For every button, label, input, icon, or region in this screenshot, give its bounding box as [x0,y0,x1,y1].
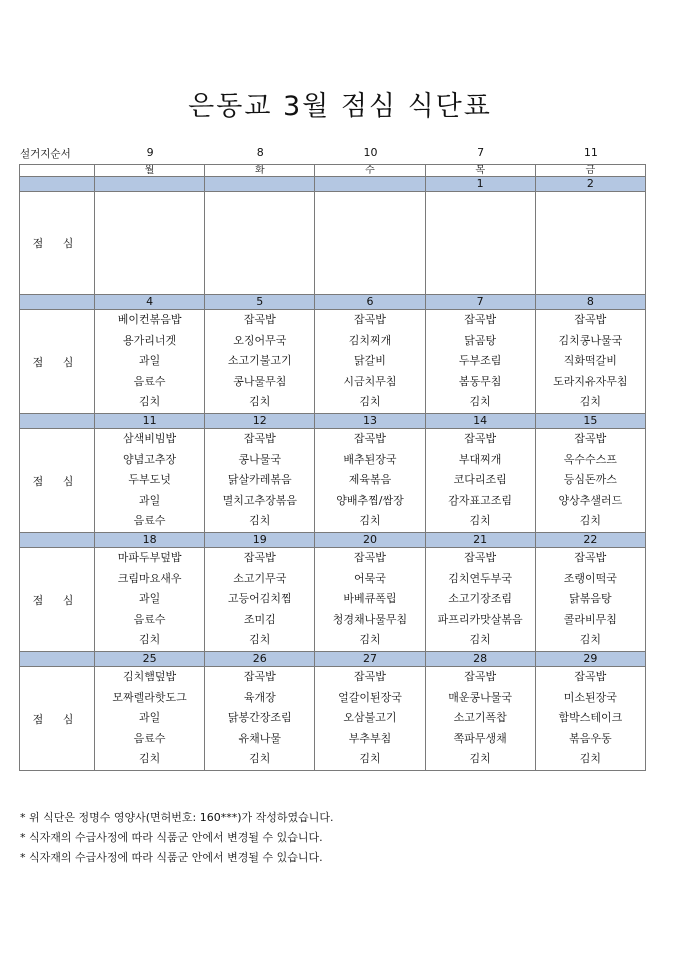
menu-item: 과일 [138,493,161,507]
menu-cell [535,310,645,414]
menu-item: 김치 [138,395,161,409]
weekday-cell: 금 [535,165,645,177]
menu-item: 두부조림 [458,354,502,368]
menu-item: 잡곡밥 [354,670,386,684]
menu-item: 김치찌개 [348,333,392,347]
date-row-label [20,414,95,429]
menu-item: 직화떡갈비 [563,354,617,368]
menu-item: 봄동무침 [458,374,502,388]
menu-cell [535,429,645,533]
menu-item: 마파두부덮밥 [117,551,182,565]
lunch-row [20,429,646,533]
menu-item: 과일 [138,592,161,606]
date-cell [95,177,205,192]
menu-item: 코다리조림 [453,473,507,487]
date-cell: 26 [205,652,315,667]
menu-item: 크림마요새우 [117,571,182,585]
date-cell [205,177,315,192]
header-corner-cell [20,165,95,177]
menu-item: 김치 [249,633,271,647]
meal-label: 점 심 [20,192,95,295]
menu-cell [315,192,425,295]
date-row-label [20,652,95,667]
menu-cell [315,429,425,533]
menu-cell [315,310,425,414]
lunch-row [20,548,646,652]
date-cell: 1 [425,177,535,192]
order-number: 10 [363,146,378,159]
order-number: 7 [477,146,485,159]
footnote: * 식자재의 수급사정에 따라 식품군 안에서 변경될 수 있습니다. [20,851,323,864]
menu-cell [95,192,205,295]
order-number: 8 [256,146,264,159]
menu-item: 음료수 [133,731,166,745]
menu-item: 김치 [138,752,161,766]
menu-item: 양배추찜/쌈장 [336,493,404,507]
menu-item: 잡곡밥 [574,313,607,327]
menu-item: 조미김 [243,612,276,626]
menu-item: 콩나물국 [238,452,282,466]
menu-cell [535,667,645,771]
menu-item: 음료수 [133,514,166,528]
weekday-cell: 월 [95,165,205,177]
menu-item: 잡곡밥 [464,551,497,565]
menu-item: 닭볶음탕 [569,592,612,606]
date-row [20,295,646,310]
menu-item: 잡곡밥 [354,432,386,446]
menu-item: 양상추샐러드 [558,493,623,507]
menu-item: 김치 [249,752,271,766]
menu-cell [315,667,425,771]
menu-item: 잡곡밥 [574,551,607,565]
date-cell: 5 [205,295,315,310]
meal-label: 점 심 [20,429,95,533]
lunch-row [20,192,646,295]
menu-item: 옥수수스프 [563,452,617,466]
menu-item: 파프리카맛살볶음 [437,612,523,626]
menu-item: 음료수 [133,612,166,626]
meal-label: 점 심 [20,548,95,652]
menu-item: 김치 [579,752,601,766]
lunch-row [20,667,646,771]
weekday-header-row [20,165,646,177]
menu-item: 등심돈까스 [563,473,617,487]
date-cell: 20 [315,533,425,548]
menu-item: 잡곡밥 [574,670,607,684]
menu-item: 김치 [249,514,271,528]
menu-item: 미소된장국 [563,690,617,704]
weekday-cell: 수 [315,165,425,177]
menu-item: 김치 [359,752,381,766]
menu-item: 잡곡밥 [464,313,497,327]
menu-item: 김치 [469,514,491,528]
menu-item: 쪽파무생채 [453,731,507,745]
menu-item: 바베큐폭립 [343,592,397,606]
menu-item: 배추된장국 [343,452,397,466]
menu-item: 닭봉간장조림 [227,711,292,725]
menu-item: 잡곡밥 [574,432,607,446]
menu-item: 잡곡밥 [354,313,386,327]
menu-item: 시금치무침 [343,374,397,388]
menu-item: 육개장 [243,690,276,704]
menu-item: 부추부침 [348,731,392,745]
menu-item: 닭갈비 [354,354,386,368]
menu-item: 잡곡밥 [243,313,276,327]
menu-item: 감자표고조림 [448,493,513,507]
lunch-menu-table [19,164,646,771]
menu-item: 제육볶음 [348,473,392,487]
menu-cell [425,548,535,652]
menu-item: 잡곡밥 [464,432,497,446]
menu-item: 오삼불고기 [343,711,397,725]
menu-item: 소고기장조림 [448,592,513,606]
menu-item: 얼갈이된장국 [338,690,402,704]
date-row [20,414,646,429]
weekday-cell: 화 [205,165,315,177]
menu-item: 조랭이떡국 [563,571,617,585]
order-number: 11 [583,146,598,159]
menu-cell [205,429,315,533]
menu-item: 소고기무국 [233,571,287,585]
menu-item: 김치 [249,395,271,409]
footnotes [20,808,334,868]
menu-cell [425,310,535,414]
date-cell: 18 [95,533,205,548]
footnote: * 식자재의 수급사정에 따라 식품군 안에서 변경될 수 있습니다. [20,831,323,844]
menu-item: 모짜렐라핫도그 [112,690,187,704]
menu-item: 삼색비빔밥 [123,432,177,446]
menu-item: 김치햄덮밥 [123,670,177,684]
date-cell: 15 [535,414,645,429]
date-row [20,177,646,192]
date-cell [315,177,425,192]
date-row [20,533,646,548]
menu-item: 베이컨볶음밥 [117,313,182,327]
menu-cell [535,548,645,652]
menu-item: 김치 [359,514,381,528]
menu-item: 김치 [579,633,601,647]
date-row-label [20,295,95,310]
menu-cell [205,310,315,414]
menu-item: 김치 [469,752,491,766]
date-row-label [20,177,95,192]
menu-cell [315,548,425,652]
date-cell: 4 [95,295,205,310]
menu-cell [95,310,205,414]
menu-item: 김치 [469,395,491,409]
menu-cell [95,667,205,771]
menu-item: 과일 [138,354,161,368]
menu-item: 콩나물무침 [233,374,287,388]
order-number: 9 [146,146,154,159]
menu-item: 용가리너겟 [123,333,177,347]
menu-item: 김치 [469,633,491,647]
menu-item: 김치 [579,514,601,528]
menu-item: 어묵국 [354,571,386,585]
menu-item: 김치 [138,633,161,647]
date-cell: 12 [205,414,315,429]
menu-item: 두부도넛 [128,473,171,487]
menu-item: 김치연두부국 [448,571,513,585]
menu-item: 고등어김치찜 [227,592,292,606]
menu-item: 김치 [359,633,381,647]
menu-cell [95,429,205,533]
menu-item: 잡곡밥 [243,432,276,446]
date-cell: 13 [315,414,425,429]
date-cell: 8 [535,295,645,310]
date-cell: 27 [315,652,425,667]
menu-item: 음료수 [133,374,166,388]
menu-item: 볶음우동 [569,731,612,745]
menu-cell [425,192,535,295]
menu-item: 잡곡밥 [464,670,497,684]
menu-item: 오징어무국 [233,333,287,347]
menu-item: 잡곡밥 [354,551,386,565]
page-title: 은동교 3월 점심 식단표 [188,91,492,122]
menu-cell [535,192,645,295]
menu-item: 닭살카레볶음 [227,473,292,487]
menu-item: 잡곡밥 [243,551,276,565]
date-cell: 2 [535,177,645,192]
lunch-row [20,310,646,414]
menu-item: 콜라비무침 [563,612,617,626]
menu-cell [205,192,315,295]
menu-cell [95,548,205,652]
menu-item: 김치 [579,395,601,409]
menu-item: 함박스테이크 [558,711,623,725]
date-row-label [20,533,95,548]
menu-cell [205,548,315,652]
menu-cell [205,667,315,771]
meal-label: 점 심 [20,667,95,771]
meal-label: 점 심 [20,310,95,414]
menu-cell [425,429,535,533]
date-cell: 7 [425,295,535,310]
menu-item: 소고기폭찹 [453,711,507,725]
menu-item: 부대찌개 [458,452,502,466]
date-cell: 14 [425,414,535,429]
menu-item: 유채나물 [238,731,282,745]
date-cell: 11 [95,414,205,429]
menu-item: 닭곰탕 [464,333,497,347]
date-cell: 19 [205,533,315,548]
weekday-cell: 목 [425,165,535,177]
menu-item: 김치 [359,395,381,409]
menu-item: 도라지유자무침 [553,374,628,388]
date-cell: 29 [535,652,645,667]
menu-item: 김치콩나물국 [558,333,623,347]
menu-item: 소고기불고기 [227,354,292,368]
menu-item: 과일 [138,711,161,725]
date-cell: 22 [535,533,645,548]
menu-cell [425,667,535,771]
date-cell: 28 [425,652,535,667]
menu-item: 잡곡밥 [243,670,276,684]
menu-item: 양념고추장 [123,452,177,466]
footnote: * 위 식단은 정명수 영양사(면허번호: 160***)가 작성하였습니다. [20,811,334,824]
date-row [20,652,646,667]
menu-item: 멸치고추장볶음 [222,493,297,507]
dish-order-label: 설거지순서 [20,148,71,160]
menu-item: 매운콩나물국 [448,690,513,704]
date-cell: 25 [95,652,205,667]
date-cell: 21 [425,533,535,548]
menu-item: 청경채나물무침 [332,612,408,626]
date-cell: 6 [315,295,425,310]
dish-order-numbers [95,146,646,159]
